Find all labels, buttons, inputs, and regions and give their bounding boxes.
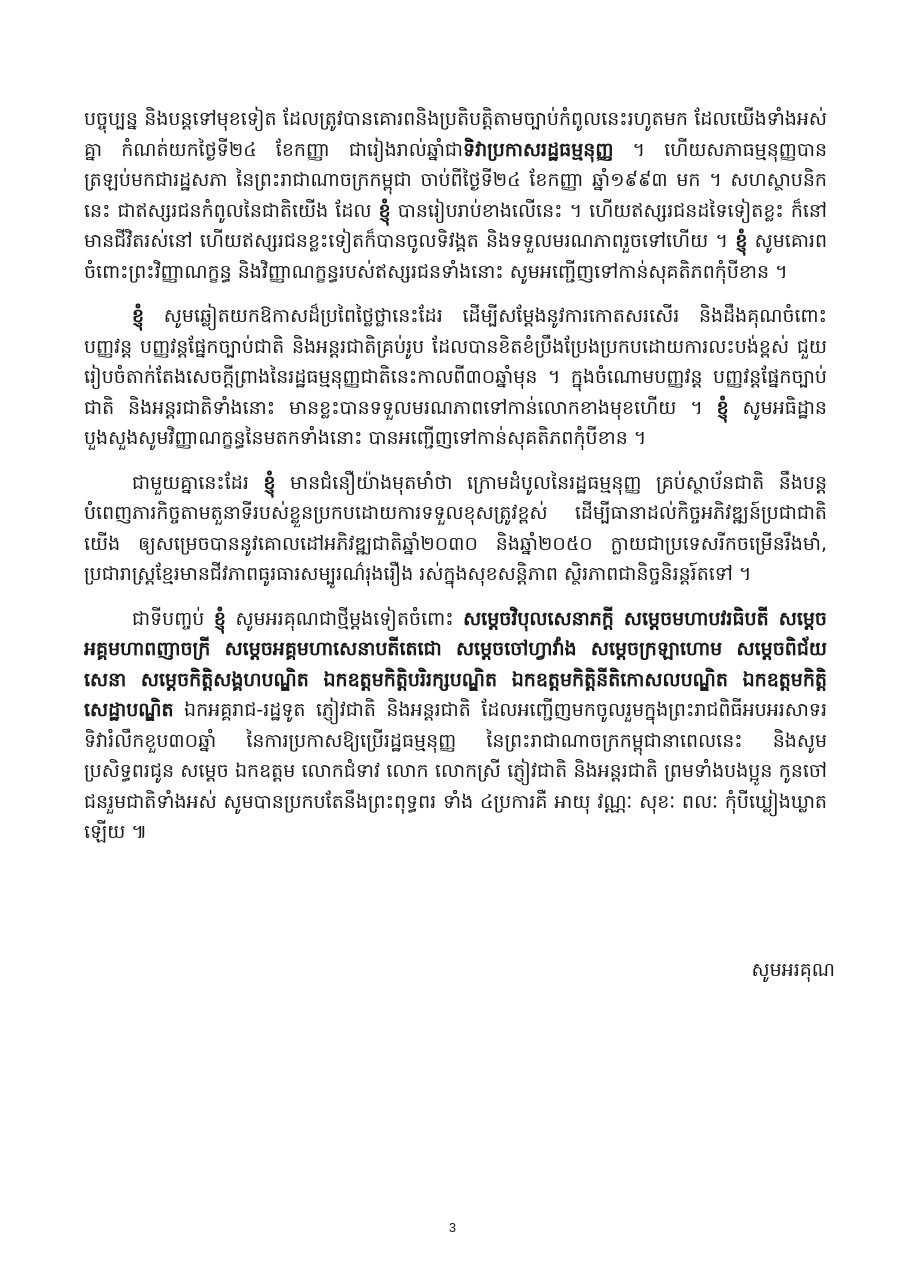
text-run: ជាមួយគ្នានេះដែរ xyxy=(132,471,264,494)
closing-signoff: សូមអរគុណ xyxy=(751,959,835,981)
text-run: សូមគោរពចំពោះព្រះវិញ្ញាណក្ខន្ធ និងវិញ្ញាណក្ខន្ធរបស់ឥស្សរជនទាំងនោះ សូមអញ្ជើញទៅកាន់សុគតិភពកុំបីខាន ។ xyxy=(84,230,828,283)
paragraph-p3 xyxy=(84,468,827,590)
text-run: ឯកអគ្គរាជ-រដ្ឋទូត ភ្ញៀវជាតិ និងអន្តរជាតិ ដែលអញ្ជើញមកចូលរួមក្នុងព្រះរាជពិធីអបអរសាទរទិវារំលឹកខួប៣០ឆ្នាំ នៃការប្រកាសឱ្យប្រើរដ្ឋធម្មនុញ្ញ នៃព្រះរាជាណាចក្រកម្ពុជានាពេលនេះ និងសូមប្រសិទ្ធពរជូន សម្តេច ឯកឧត្តម លោកជំទាវ លោក លោកស្រី ភ្ញៀវជាតិ និងអន្តរជាតិ ព្រមទាំងបងប្អូន កូនចៅ ជនរួមជាតិទាំងអស់ សូមបានប្រកបតែនឹងព្រះពុទ្ធពរ ទាំង ៤ប្រការគឺ អាយុ វណ្ណៈ សុខៈ ពលៈ កុំបីឃ្លៀងឃ្លាតឡើយ ៕ xyxy=(84,699,827,843)
bold-text-run: ខ្ញុំ xyxy=(132,305,145,327)
text-run: ជាទីបញ្ចប់ xyxy=(132,607,214,630)
paragraph-p4 xyxy=(84,604,827,848)
bold-text-run: ខ្ញុំ xyxy=(735,230,748,252)
bold-text-run: ខ្ញុំ xyxy=(263,471,276,494)
bold-text-run: ខ្ញុំ xyxy=(213,607,226,630)
bold-text-run: ខ្ញុំ xyxy=(378,199,391,222)
bold-text-run: ទិវាប្រកាសរដ្ឋធម្មនុញ្ញ xyxy=(463,138,614,161)
text-run: សូមឆ្លៀតយកឱកាសដ៏ប្រពៃថ្លៃថ្លានេះដែរ ដើម្បីសម្តែងនូវការកោតសរសើរ និងដឹងគុណចំពោះបញ្ញវន្ត បញ្ញវន្តផ្នែកច្បាប់ជាតិ និងអន្តរជាតិគ្រប់រូប ដែលបានខិតខំប្រឹងប្រែងប្រកបដោយការលះបង់ខ្ពស់ ជួយរៀបចំតាក់តែងសេចក្តីព្រាងនៃរដ្ឋធម្មនុញ្ញជាតិនេះកាលពី៣០ឆ្នាំមុន ។ ក្នុងចំណោមបញ្ញវន្ត បញ្ញវន្តផ្នែកច្បាប់ជាតិ និងអន្តរជាតិទាំងនោះ មានខ្លះបានទទួលមរណភាពទៅកាន់លោកខាងមុខហើយ ។ xyxy=(84,305,827,419)
body-text xyxy=(84,104,827,848)
paragraph-p1 xyxy=(84,104,827,287)
text-run: មានជំនឿយ៉ាងមុតមាំថា ក្រោមដំបូលនៃរដ្ឋធម្មនុញ្ញ គ្រប់ស្ថាប័នជាតិ នឹងបន្តបំពេញភារកិច្ចតាមតួនាទីរបស់ខ្លួនប្រកបដោយការទទួលខុសត្រូវខ្ពស់ ដើម្បីធានាដល់កិច្ចអភិវឌ្ឍន៍ប្រជាជាតិយើង ឲ្យសម្រេចបាននូវគោលដៅអភិវឌ្ឍជាតិឆ្នាំ២០៣០ និងឆ្នាំ២០៥០ ក្លាយជាប្រទេសរីកចម្រើនរឹងមាំ, ប្រជារាស្ត្រខ្មែរមានជីវភាពធូរធារសម្បូរណ៌រុងរឿង រស់ក្នុងសុខសន្តិភាព ស្ថិរភាពជានិច្ចនិរន្តរ៍តទៅ ។ xyxy=(84,471,828,585)
text-run: សូមអរគុណជាថ្មីម្តងទៀតចំពោះ xyxy=(225,607,464,630)
bold-text-run: សម្តេចវិបុលសេនាភក្តី សម្តេចមហាបវរធិបតី សម្តេចអគ្គមហាពញាចក្រី សម្តេចអគ្គមហាសេនាបតីតេជោ សម្តេចចៅហ្វាវាំង សម្តេចក្រឡាហោម សម្តេចពិជ័យសេនា សម្តេចកិត្តិសង្គហបណ្ឌិត ឯកឧត្តមកិត្តិបរិរក្សបណ្ឌិត ឯកឧត្តមកិត្តិនីតិកោសលបណ្ឌិត ឯកឧត្តមកិត្តិសេដ្ឋាបណ្ឌិត xyxy=(84,607,827,721)
text-run: បានរៀបរាប់ខាងលើនេះ ។ ហើយឥស្សរជនដទៃទៀតខ្លះ ក៏នៅមានជីវិតរស់នៅ ហើយឥស្សរជនខ្លះទៀតក៏បានចូលទិវង្គត និងទទួលមរណភាពរួចទៅហើយ ។ xyxy=(84,199,827,252)
text-run: សូមអធិដ្ឋានបួងសួងសូមវិញ្ញាណក្ខន្ធនៃមតកទាំងនោះ បានអញ្ជើញទៅកាន់សុគតិភពកុំបីខាន ។ xyxy=(84,396,827,449)
text-run: ។ ហើយសភាធម្មនុញ្ញបានត្រឡប់មកជារដ្ឋសភា នៃព្រះរាជាណាចក្រកម្ពុជា ចាប់ពីថ្ងៃទី២៤ ខែកញ្ញា ឆ្នាំ១៩៩៣ មក ។ សហស្ថាបនិកនេះ ជាឥស្សរជនកំពូលនៃជាតិយើង ដែល xyxy=(84,138,828,222)
page-number: 3 xyxy=(448,1220,457,1235)
paragraph-p2 xyxy=(84,301,827,454)
bold-text-run: ខ្ញុំ xyxy=(716,396,729,419)
text-run: បច្ចុប្បន្ន និងបន្តទៅមុខទៀត ដែលត្រូវបានគោរពនិងប្រតិបត្តិតាមច្បាប់កំពូលនេះរហូតមក ដែលយើងទាំងអស់គ្នា កំណត់យកថ្ងៃទី២៤ ខែកញ្ញា ជារៀងរាល់ឆ្នាំជា xyxy=(84,108,827,161)
